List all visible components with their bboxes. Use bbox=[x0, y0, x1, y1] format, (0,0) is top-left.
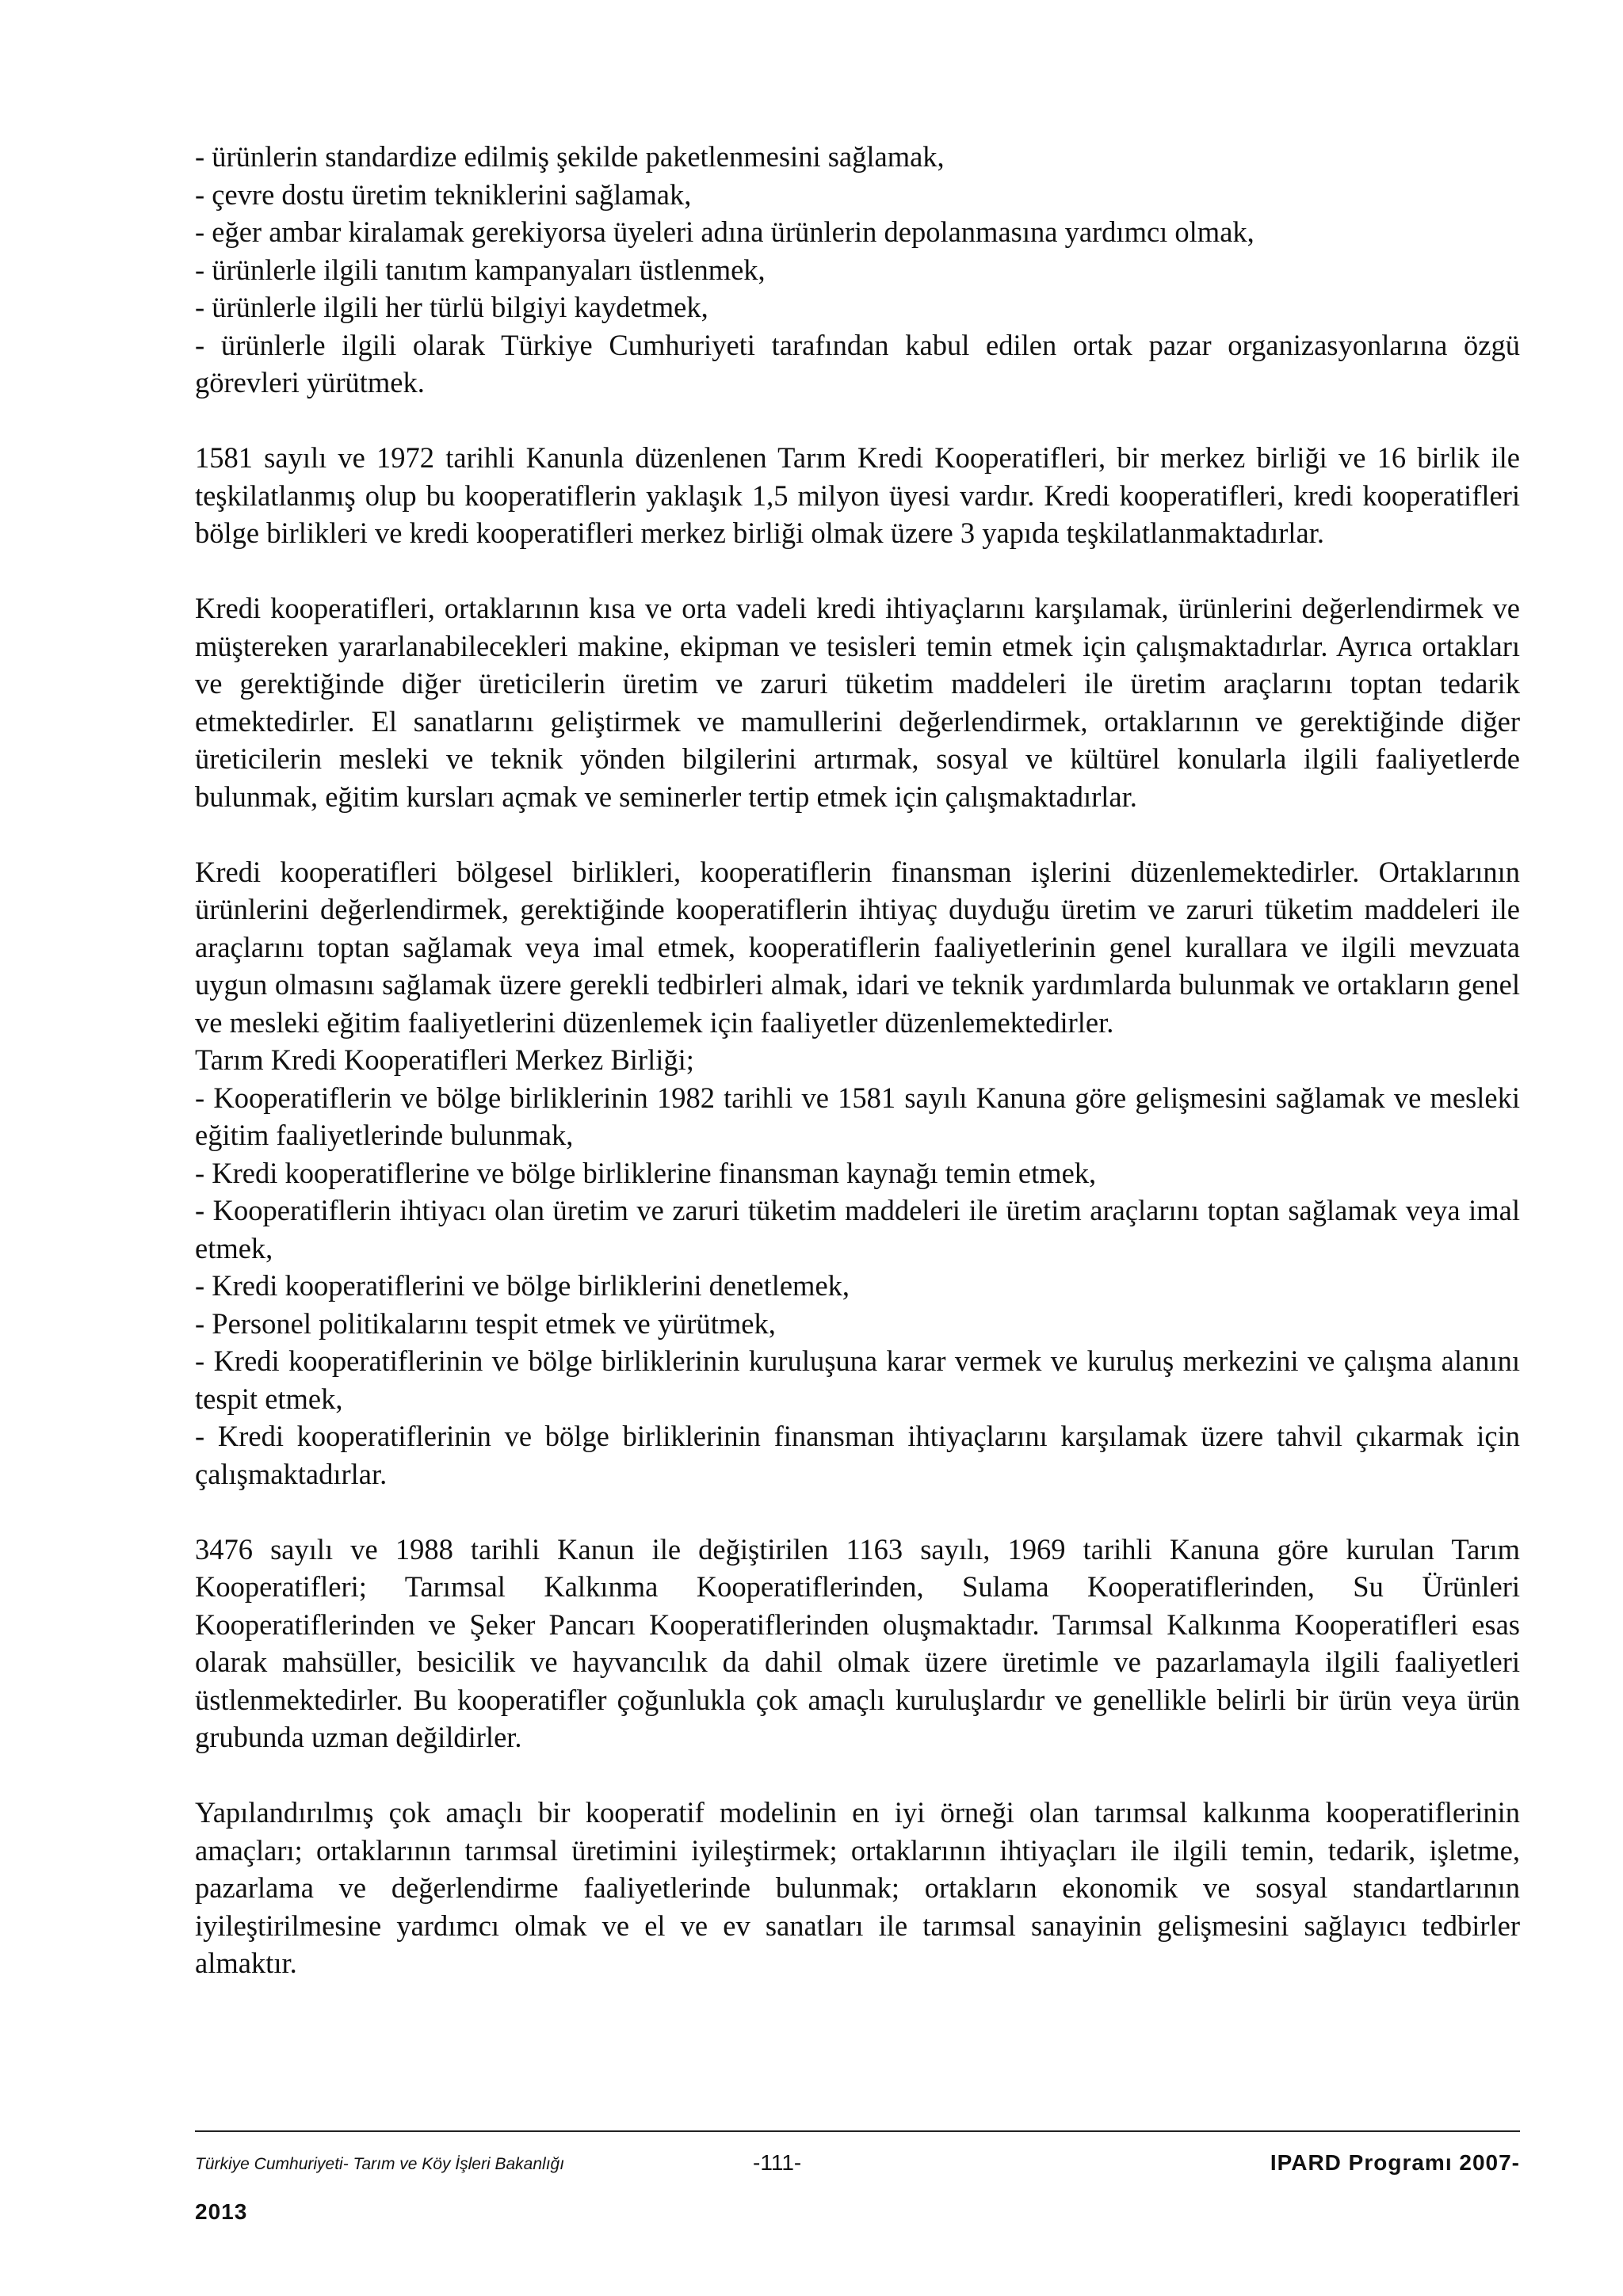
list-item: - Personel politikalarını tespit etmek ve yürütmek, bbox=[195, 1306, 776, 1340]
paragraph-gap bbox=[195, 1756, 1520, 1794]
paragraph-gap bbox=[195, 552, 1520, 590]
intro-list bbox=[195, 138, 1520, 402]
footer-year: 2013 bbox=[195, 2199, 248, 2224]
list-item: - Kooperatiflerin ihtiyacı olan üretim ve zaruri tüketim maddeleri ile üretim araçlarını toptan sağlamak veya imal etmek, bbox=[195, 1194, 1520, 1264]
paragraph-bolgesel-birlikler: Kredi kooperatifleri bölgesel birlikleri, kooperatiflerin finansman işlerini düzenlemektedirler. Ortaklarının ürünlerini değerlendirmek, gerektiğinde kooperatiflerin ihtiyaç duyduğu üretim ve zaruri tüketim maddeleri ile araçlarını toptan sağlamak veya imal etmek, kooperatiflerin faaliyetlerinin genel kurallara ve ilgili mevzuata uygun olmasını sağlamak üzere gerekli tedbirleri almak, idari ve teknik yardımlarda bulunmak ve ortakların genel ve mesleki eğitim faaliyetlerini düzenlemek için faaliyetler düzenlemektedirler. bbox=[195, 855, 1520, 1039]
merkez-birligi-list bbox=[195, 1079, 1520, 1493]
paragraph-tarim-kooperatifleri: 3476 sayılı ve 1988 tarihli Kanun ile değiştirilen 1163 sayılı, 1969 tarihli Kanuna göre kurulan Tarım Kooperatifleri; Tarımsal Kalkınma Kooperatiflerinden, Sulama Kooperatiflerinden, Su Ürünleri Kooperatiflerinden ve Şeker Pancarı Kooperatiflerinden oluşmaktadır. Tarımsal Kalkınma Kooperatifleri esas olarak mahsüller, besicilik ve hayvancılık da dahil olmak üzere üretimle ve pazarlamayla ilgili faaliyetleri üstlenmektedirler. Bu kooperatifler çoğunlukla çok amaçlı kuruluşlardır ve genellikle belirli bir ürün veya ürün grubunda uzman değildirler. bbox=[195, 1532, 1520, 1753]
list-item: - Kredi kooperatiflerinin ve bölge birliklerinin kuruluşuna karar vermek ve kuruluş merkezini ve çalışma alanını tespit etmek, bbox=[195, 1344, 1520, 1415]
paragraph-gap bbox=[195, 815, 1520, 853]
page-number: -111- bbox=[753, 2150, 802, 2175]
merkez-birligi-heading: Tarım Kredi Kooperatifleri Merkez Birliği; bbox=[195, 1043, 694, 1076]
list-item: - eğer ambar kiralamak gerekiyorsa üyeleri adına ürünlerin depolanmasına yardımcı olmak, bbox=[195, 215, 1254, 248]
list-item: - ürünlerle ilgili her türlü bilgiyi kaydetmek, bbox=[195, 291, 708, 323]
list-item: - ürünlerle ilgili olarak Türkiye Cumhuriyeti tarafından kabul edilen ortak pazar organizasyonlarına özgü görevleri yürütmek. bbox=[195, 328, 1520, 399]
paragraph-tarim-kredi: 1581 sayılı ve 1972 tarihli Kanunla düzenlenen Tarım Kredi Kooperatifleri, bir merkez birliği ve 16 birlik ile teşkilatlanmış olup bu kooperatiflerin yaklaşık 1,5 milyon üyesi vardır. Kredi kooperatifleri, kredi kooperatifleri bölge birlikleri ve kredi kooperatifleri merkez birliği olmak üzere 3 yapıda teşkilatlanmaktadırlar. bbox=[195, 441, 1520, 549]
paragraph-gap bbox=[195, 402, 1520, 440]
list-item: - Kooperatiflerin ve bölge birliklerinin 1982 tarihli ve 1581 sayılı Kanuna göre gelişmesini sağlamak ve mesleki eğitim faaliyetlerinde bulunmak, bbox=[195, 1081, 1520, 1151]
list-item: - ürünlerin standardize edilmiş şekilde paketlenmesini sağlamak, bbox=[195, 140, 945, 173]
footer-program: IPARD Programı 2007- bbox=[1270, 2150, 1520, 2175]
list-item: - ürünlerle ilgili tanıtım kampanyaları üstlenmek, bbox=[195, 253, 766, 286]
page-body bbox=[195, 138, 1520, 1982]
list-item: - Kredi kooperatiflerinin ve bölge birliklerinin finansman ihtiyaçlarını karşılamak üzere tahvil çıkarmak için çalışmaktadırlar. bbox=[195, 1420, 1520, 1490]
paragraph-kalkinma-kooperatifleri: Yapılandırılmış çok amaçlı bir kooperatif modelinin en iyi örneği olan tarımsal kalkınma kooperatiflerinin amaçları; ortaklarının tarımsal üretimini iyileştirmek; ortaklarının ihtiyaçları ile ilgili temin, tedarik, işletme, pazarlama ve değerlendirme faaliyetlerinde bulunmak; ortakların ekonomik ve sosyal standartlarının iyileştirilmesine yardımcı olmak ve el ve ev sanatları ile tarımsal sanayinin gelişmesini sağlayıcı tedbirler almaktır. bbox=[195, 1796, 1520, 1979]
list-item: - Kredi kooperatiflerine ve bölge birliklerine finansman kaynağı temin etmek, bbox=[195, 1156, 1097, 1189]
list-item: - Kredi kooperatiflerini ve bölge birliklerini denetlemek, bbox=[195, 1269, 850, 1302]
paragraph-gap bbox=[195, 1493, 1520, 1531]
footer-ministry: Türkiye Cumhuriyeti- Tarım ve Köy İşleri Bakanlığı bbox=[195, 2155, 565, 2173]
footer-divider bbox=[195, 2130, 1520, 2132]
paragraph-kredi-kooperatifleri: Kredi kooperatifleri, ortaklarının kısa ve orta vadeli kredi ihtiyaçlarını karşılamak, ürünlerini değerlendirmek ve müştereken yararlanabilecekleri makine, ekipman ve tesisleri temin etmek için çalışmaktadırlar. Ayrıca ortakları ve gerektiğinde diğer üreticilerin üretim ve zaruri tüketim maddeleri ile üretim araçlarını toptan tedarik etmektedirler. El sanatlarını geliştirmek ve mamullerini değerlendirmek, ortaklarının ve gerektiğinde diğer üreticilerin mesleki ve teknik yönden bilgilerini artırmak, sosyal ve kültürel konularla ilgili faaliyetlerde bulunmak, eğitim kursları açmak ve seminerler tertip etmek için çalışmaktadırlar. bbox=[195, 592, 1520, 813]
list-item: - çevre dostu üretim tekniklerini sağlamak, bbox=[195, 177, 692, 211]
